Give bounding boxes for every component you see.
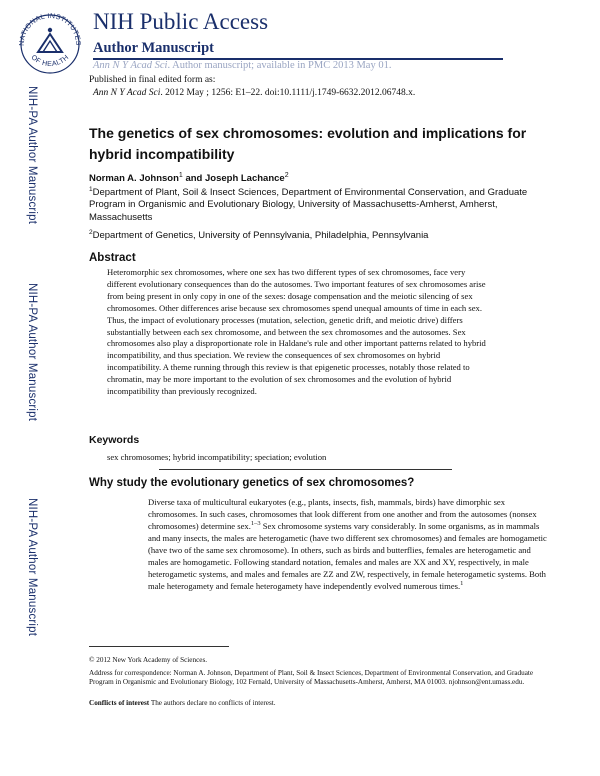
side-watermark: NIH-PA Author Manuscript <box>26 498 38 637</box>
reference-citation[interactable]: 1 <box>460 579 464 587</box>
svg-text:OF HEALTH <box>30 54 71 68</box>
footnote-divider <box>89 646 229 647</box>
abstract-heading: Abstract <box>89 252 136 264</box>
affiliation-1 <box>89 187 559 224</box>
author-name: Joseph Lachance <box>204 173 285 185</box>
author-name: Norman A. Johnson <box>89 173 179 185</box>
section-divider <box>159 469 452 470</box>
nih-logo <box>14 6 86 74</box>
author-line <box>89 172 289 184</box>
logo-text-bottom: OF HEALTH <box>29 54 71 69</box>
affiliation-text: Department of Genetics, University of Pennsylvania, Philadelphia, Pennsylvania <box>92 230 429 241</box>
article-title: The genetics of sex chromosomes: evolution and implications for hybrid incompatibility <box>89 125 527 162</box>
author-affiliation-mark: 2 <box>284 172 289 179</box>
coi-label: Conflicts of interest <box>89 699 150 707</box>
abstract-text: Heteromorphic sex chromosomes, where one sex has two different types of sex chromosomes, face very different evolutionary consequences than do the autosomes. Two important features of sex chromosomes arise from being present in only copy in one of the sexes: dosage compensation and the meiotic silencing of sex chromosomes. Other differences arise because sex chromosomes spend unequal amounts of time in each sex. Thus, the impact of evolutionary processes (mutation, selection, genetic drift, and meiotic drive) differs substantially between each sex chromosome, and between the sex chromosomes and the autosomes. Sex chromosomes also play a disproportionate role in Haldane's rule and other important patterns related to hybrid incompatibility, and thus speciation. We review the consequences of sex chromosomes on hybrid incompatibility. A theme running through this review is that epigenetic processes, notably those related to chromatin, may be more important to the evolution of sex chromosomes and the evolution of hybrid incompatibility than previously recognized. <box>107 267 486 397</box>
section-heading: Why study the evolutionary genetics of sex chromosomes? <box>89 477 415 489</box>
logo-text-top: NATIONAL INSTITUTES <box>18 12 82 46</box>
citation-line <box>93 88 415 98</box>
correspondence-address: Address for correspondence: Norman A. Johnson, Department of Plant, Soil & Insect Sciences, Department of Environmental Conservation, and Graduate Program in Organismic and Evolutionary Biology, 102 Fernald, University of Massachusetts-Amherst, Amherst, MA 01003. njohnson@ent.umass.edu. <box>89 669 534 687</box>
author-manuscript-label: Author Manuscript <box>93 40 214 56</box>
availability-journal: Ann N Y Acad Sci <box>93 60 168 71</box>
affiliation-mark: 2 <box>89 228 93 236</box>
reference-citation[interactable]: 1–3 <box>250 520 261 528</box>
availability-line <box>93 60 391 71</box>
citation-details: . 2012 May ; 1256: E1–22. doi:10.1111/j.1749-6632.2012.06748.x. <box>160 88 416 98</box>
section-paragraph <box>148 497 552 593</box>
affiliation-mark: 1 <box>89 185 93 193</box>
paragraph-text: Diverse taxa of multicultural eukaryotes (e.g., plants, insects, fish, mammals, birds) have dimorphic sex chromosomes. In such cases, chromosomes that look different from one another and from the autosomes (nonsex chromosomes) determine sex. <box>148 497 537 531</box>
side-watermark: NIH-PA Author Manuscript <box>26 283 38 422</box>
author-join: and <box>182 173 205 185</box>
conflicts-of-interest <box>89 699 276 707</box>
citation-journal: Ann N Y Acad Sci <box>93 88 161 98</box>
keywords-heading: Keywords <box>89 434 140 446</box>
published-label: Published in final edited form as: <box>89 75 216 85</box>
keywords-text: sex chromosomes; hybrid incompatibility; speciation; evolution <box>107 452 327 462</box>
author-affiliation-mark: 1 <box>178 172 183 179</box>
paragraph-text: Sex chromosome systems vary considerably. In some organisms, as in mammals and many insects, the males are heterogametic (have two different sex chromosomes) and females are homogametic (have two of the same sex chromosome). In others, such as birds and butterflies, females are heterogametic and males are homogametic. Following standard notation, females and males are XX and XY, respectively, in male heterogametic systems, and males and females are ZZ and ZW, respectively, in female heterogametic systems. Both male heterogamety and female heterogamety have independently evolved numerous times. <box>148 520 547 591</box>
copyright-notice: © 2012 New York Academy of Sciences. <box>89 656 208 664</box>
side-watermark: NIH-PA Author Manuscript <box>26 86 38 225</box>
availability-text: . Author manuscript; available in PMC 2013 May 01. <box>167 60 392 71</box>
coi-text: The authors declare no conflicts of interest. <box>149 699 276 707</box>
affiliation-text: Department of Plant, Soil & Insect Sciences, Department of Environmental Conservation, and Graduate Program in Organismic and Evolutionary Biology, University of Massachusetts-Amherst, Amherst, Massachusetts <box>89 187 528 223</box>
nih-public-access-title: NIH Public Access <box>93 9 269 34</box>
affiliation-2 <box>89 230 559 241</box>
